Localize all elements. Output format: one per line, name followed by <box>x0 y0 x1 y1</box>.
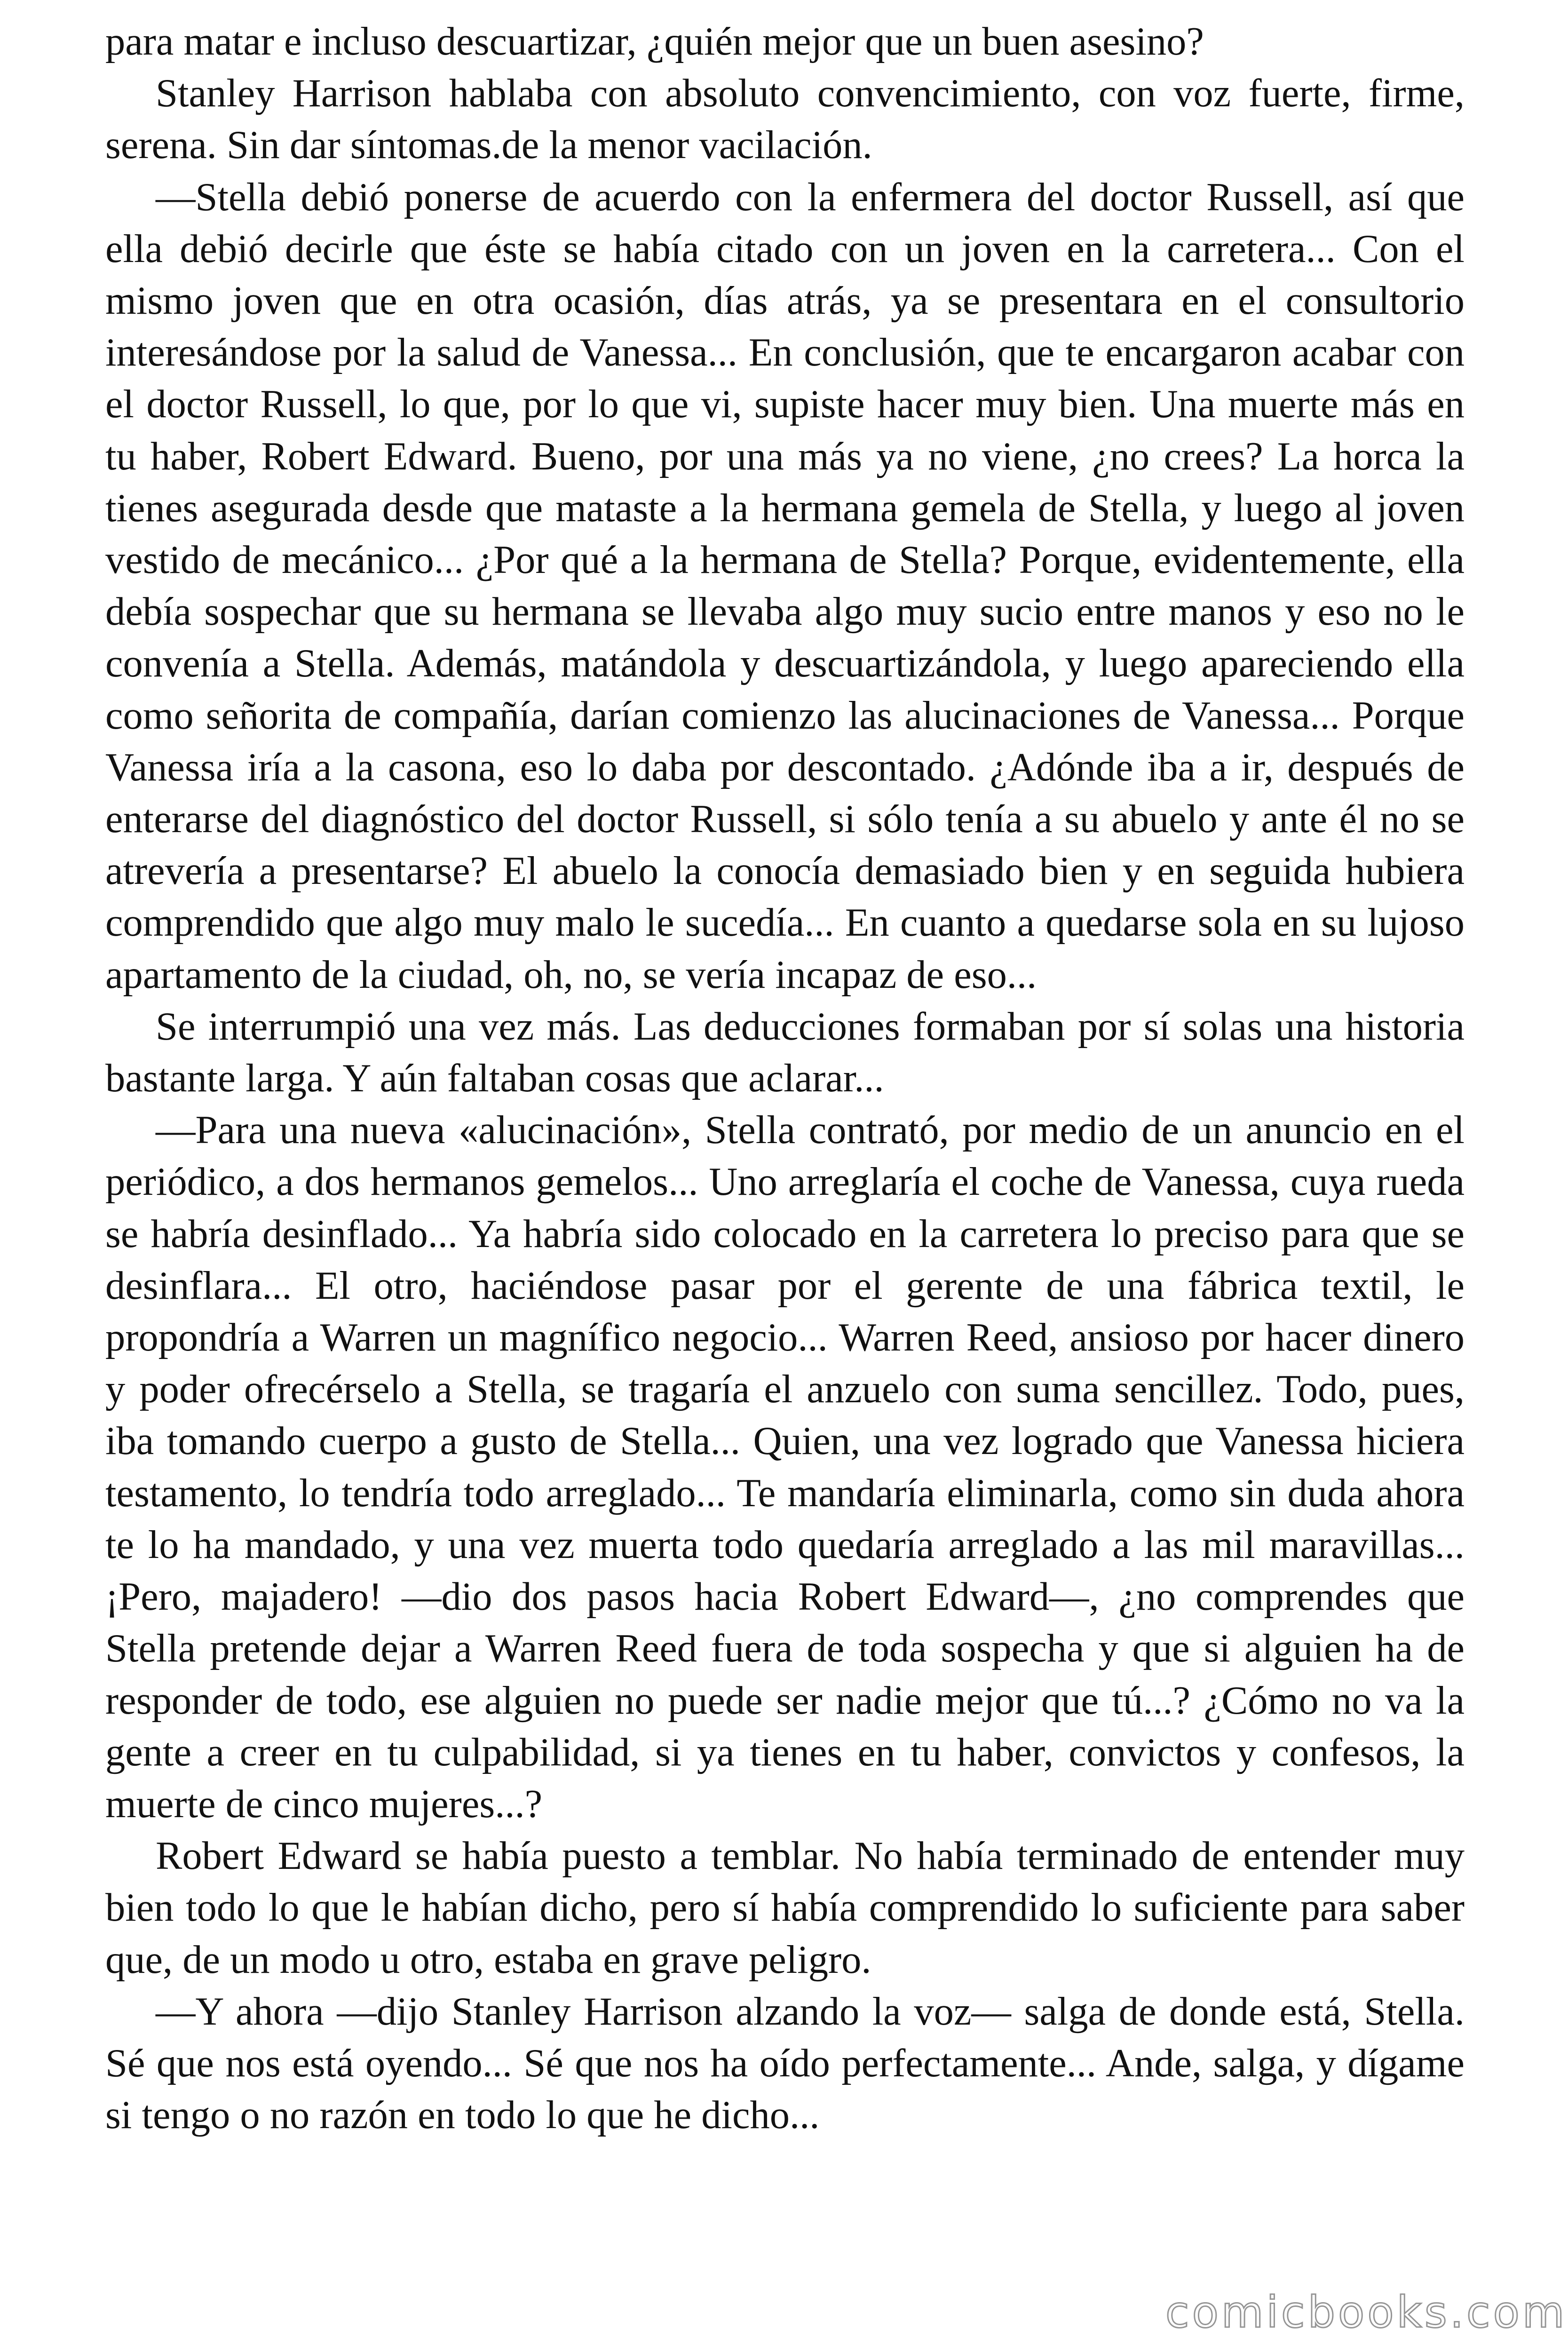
paragraph-6: Robert Edward se había puesto a temblar. No había terminado de entender muy bien todo lo que le habían dicho, pero sí había comprendido lo suficiente para saber que, de un modo u otro, estaba en grave peligro. <box>105 1834 1465 1982</box>
paragraph-3: —Stella debió ponerse de acuerdo con la enfermera del doctor Russell, así que ella debió decirle que éste se había citado con un joven en la carretera... Con el mismo joven que en otra ocasión, días atrás, ya se presentara en el consultorio interesándose por la salud de Vanessa... En conclusión, que te encargaron acabar con el doctor Russell, lo que, por lo que vi, supiste hacer muy bien. Una muerte más en tu haber, Robert Edward. Bueno, por una más ya no viene, ¿no crees? La horca la tienes asegurada desde que mataste a la hermana gemela de Stella, y luego al joven vestido de mecánico... ¿Por qué a la hermana de Stella? Porque, evidentemente, ella debía sospechar que su hermana se llevaba algo muy sucio entre manos y eso no le convenía a Stella. Además, matándola y descuartizándola, y luego apareciendo ella como señorita de compañía, darían comienzo las alucinaciones de Vanessa... Porque Vanessa iría a la casona, eso lo daba por descontado. ¿Adónde iba a ir, después de enterarse del diagnóstico del doctor Russell, si sólo tenía a su abuelo y ante él no se atrevería a presentarse? El abuelo la conocía demasiado bien y en seguida hubiera comprendido que algo muy malo le sucedía... En cuanto a quedarse sola en su lujoso apartamento de la ciudad, oh, no, se vería incapaz de eso... <box>105 175 1465 997</box>
paragraph-5: —Para una nueva «alucinación», Stella contrató, por medio de un anuncio en el periódico, a dos hermanos gemelos... Uno arreglaría el coche de Vanessa, cuya rueda se habría desinflado... Ya habría sido colocado en la carretera lo preciso para que se desinflara... El otro, haciéndose pasar por el gerente de una fábrica textil, le propondría a Warren un magnífico negocio... Warren Reed, ansioso por hacer dinero y poder ofrecérselo a Stella, se tragaría el anzuelo con suma sencillez. Todo, pues, iba tomando cuerpo a gusto de Stella... Quien, una vez logrado que Vanessa hiciera testamento, lo tendría todo arreglado... Te mandaría eliminarla, como sin duda ahora te lo ha mandado, y una vez muerta todo quedaría arreglado a las mil maravillas... ¡Pero, majadero! —dio dos pasos hacia Robert Edward—, ¿no comprendes que Stella pretende dejar a Warren Reed fuera de toda sospecha y que si alguien ha de responder de todo, ese alguien no puede ser nadie mejor que tú...? ¿Cómo no va la gente a creer en tu culpabilidad, si ya tienes en tu haber, convictos y confesos, la muerte de cinco mujeres...? <box>105 1108 1465 1826</box>
paragraph-2: Stanley Harrison hablaba con absoluto convencimiento, con voz fuerte, firme, serena. Sin dar síntomas.de la menor vacilación. <box>105 72 1465 167</box>
paragraph-7: —Y ahora —dijo Stanley Harrison alzando la voz— salga de donde está, Stella. Sé que nos está oyendo... Sé que nos ha oído perfectamente... Ande, salga, y dígame si tengo o no razón en todo lo que he dicho... <box>105 1989 1465 2137</box>
paragraph-1: para matar e incluso descuartizar, ¿quién mejor que un buen asesino? <box>105 20 1204 64</box>
book-page-text <box>105 16 1465 2141</box>
paragraph-4: Se interrumpió una vez más. Las deducciones formaban por sí solas una historia bastante larga. Y aún faltaban cosas que aclarar... <box>105 1004 1465 1101</box>
watermark: comicbooks.com <box>1165 2287 1568 2337</box>
